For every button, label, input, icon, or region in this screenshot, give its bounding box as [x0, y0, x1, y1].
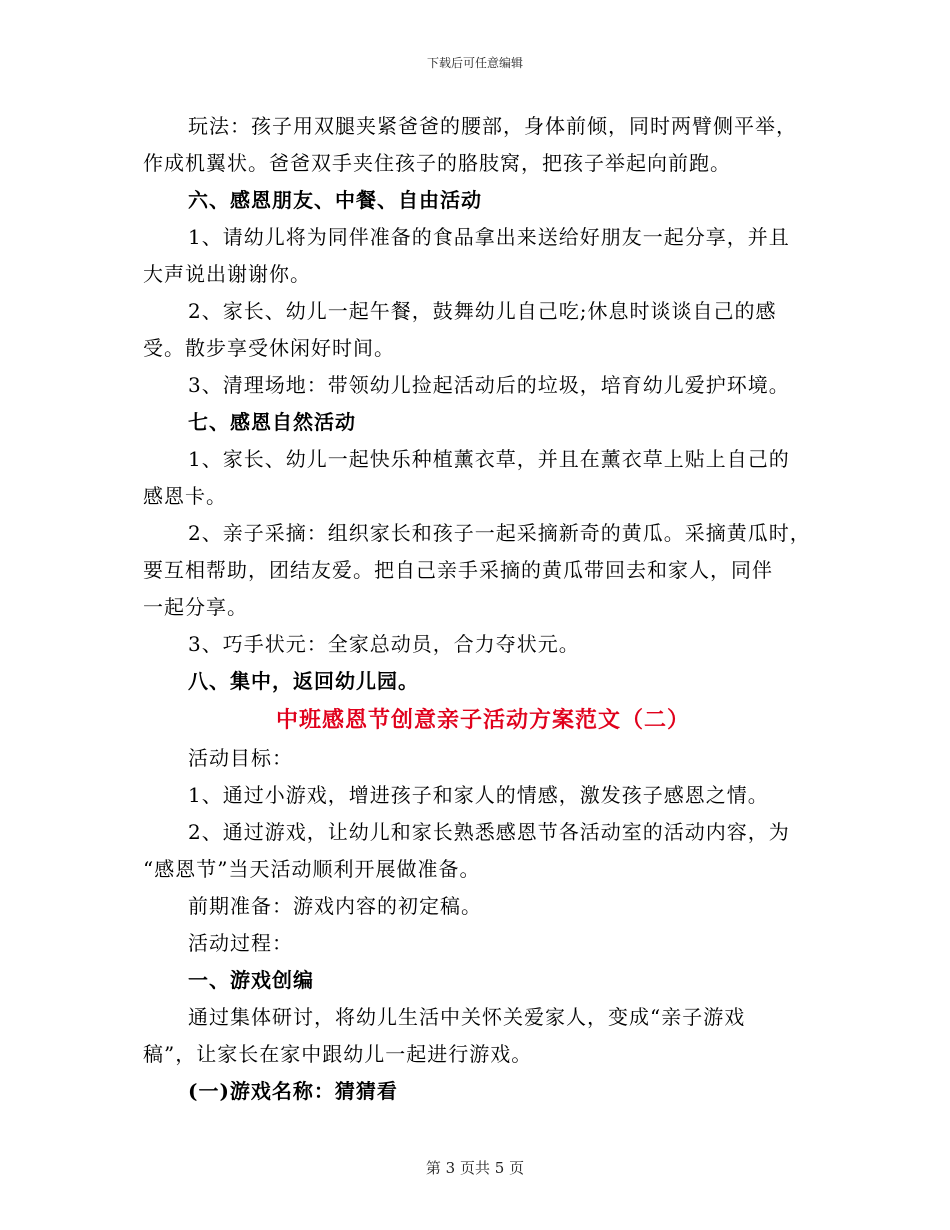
heading-line: (一)游戏名称：猜猜看 — [188, 1079, 398, 1103]
text-line: 2、亲子采摘：组织家长和孩子一起采摘新奇的黄瓜。采摘黄瓜时， — [188, 521, 811, 545]
text-line: 2、通过游戏，让幼儿和家长熟悉感恩节各活动室的活动内容，为 — [188, 820, 790, 844]
text-line: 玩法：孩子用双腿夹紧爸爸的腰部，身体前倾，同时两臂侧平举， — [188, 114, 797, 138]
text-line: 一起分享。 — [143, 595, 248, 619]
heading-line: 七、感恩自然活动 — [188, 410, 356, 434]
document-body — [143, 108, 823, 1110]
heading-line: 八、集中，返回幼儿园。 — [188, 669, 419, 693]
text-line: 2、家长、幼儿一起午餐，鼓舞幼儿自己吃;休息时谈谈自己的感 — [188, 299, 777, 323]
paragraph-block-1 — [143, 108, 823, 700]
text-line: 要互相帮助，团结友爱。把自己亲手采摘的黄瓜带回去和家人，同伴 — [143, 558, 773, 582]
text-line: 稿”，让家长在家中跟幼儿一起进行游戏。 — [143, 1042, 533, 1066]
heading-line: 六、感恩朋友、中餐、自由活动 — [188, 188, 482, 212]
text-line: 作成机翼状。爸爸双手夹住孩子的胳肢窝，把孩子举起向前跑。 — [143, 151, 731, 175]
paragraph-block-2 — [143, 740, 823, 1110]
section-title: 中班感恩节创意亲子活动方案范文（二） — [275, 707, 690, 733]
text-line: 活动目标： — [188, 746, 293, 770]
page-footer: 第 3 页共 5 页 — [425, 1159, 525, 1177]
text-line: 前期准备：游戏内容的初定稿。 — [188, 894, 482, 918]
page-header: 下载后可任意编辑 — [426, 56, 523, 70]
text-line: “感恩节”当天活动顺利开展做准备。 — [143, 857, 481, 881]
text-line: 1、请幼儿将为同伴准备的食品拿出来送给好朋友一起分享，并且 — [188, 225, 790, 249]
heading-line: 一、游戏创编 — [188, 968, 314, 992]
text-line: 感恩卡。 — [143, 484, 227, 508]
text-line: 通过集体研讨，将幼儿生活中关怀关爱家人，变成“亲子游戏 — [188, 1005, 746, 1029]
text-line: 3、巧手状元：全家总动员，合力夺状元。 — [188, 632, 580, 656]
text-line: 大声说出谢谢你。 — [143, 262, 311, 286]
text-line: 1、家长、幼儿一起快乐种植薰衣草，并且在薰衣草上贴上自己的 — [188, 447, 790, 471]
text-line: 3、清理场地：带领幼儿捡起活动后的垃圾，培育幼儿爱护环境。 — [188, 373, 790, 397]
text-line: 1、通过小游戏，增进孩子和家人的情感，激发孩子感恩之情。 — [188, 783, 769, 807]
text-line: 受。散步享受休闲好时间。 — [143, 336, 395, 360]
text-line: 活动过程： — [188, 931, 293, 955]
